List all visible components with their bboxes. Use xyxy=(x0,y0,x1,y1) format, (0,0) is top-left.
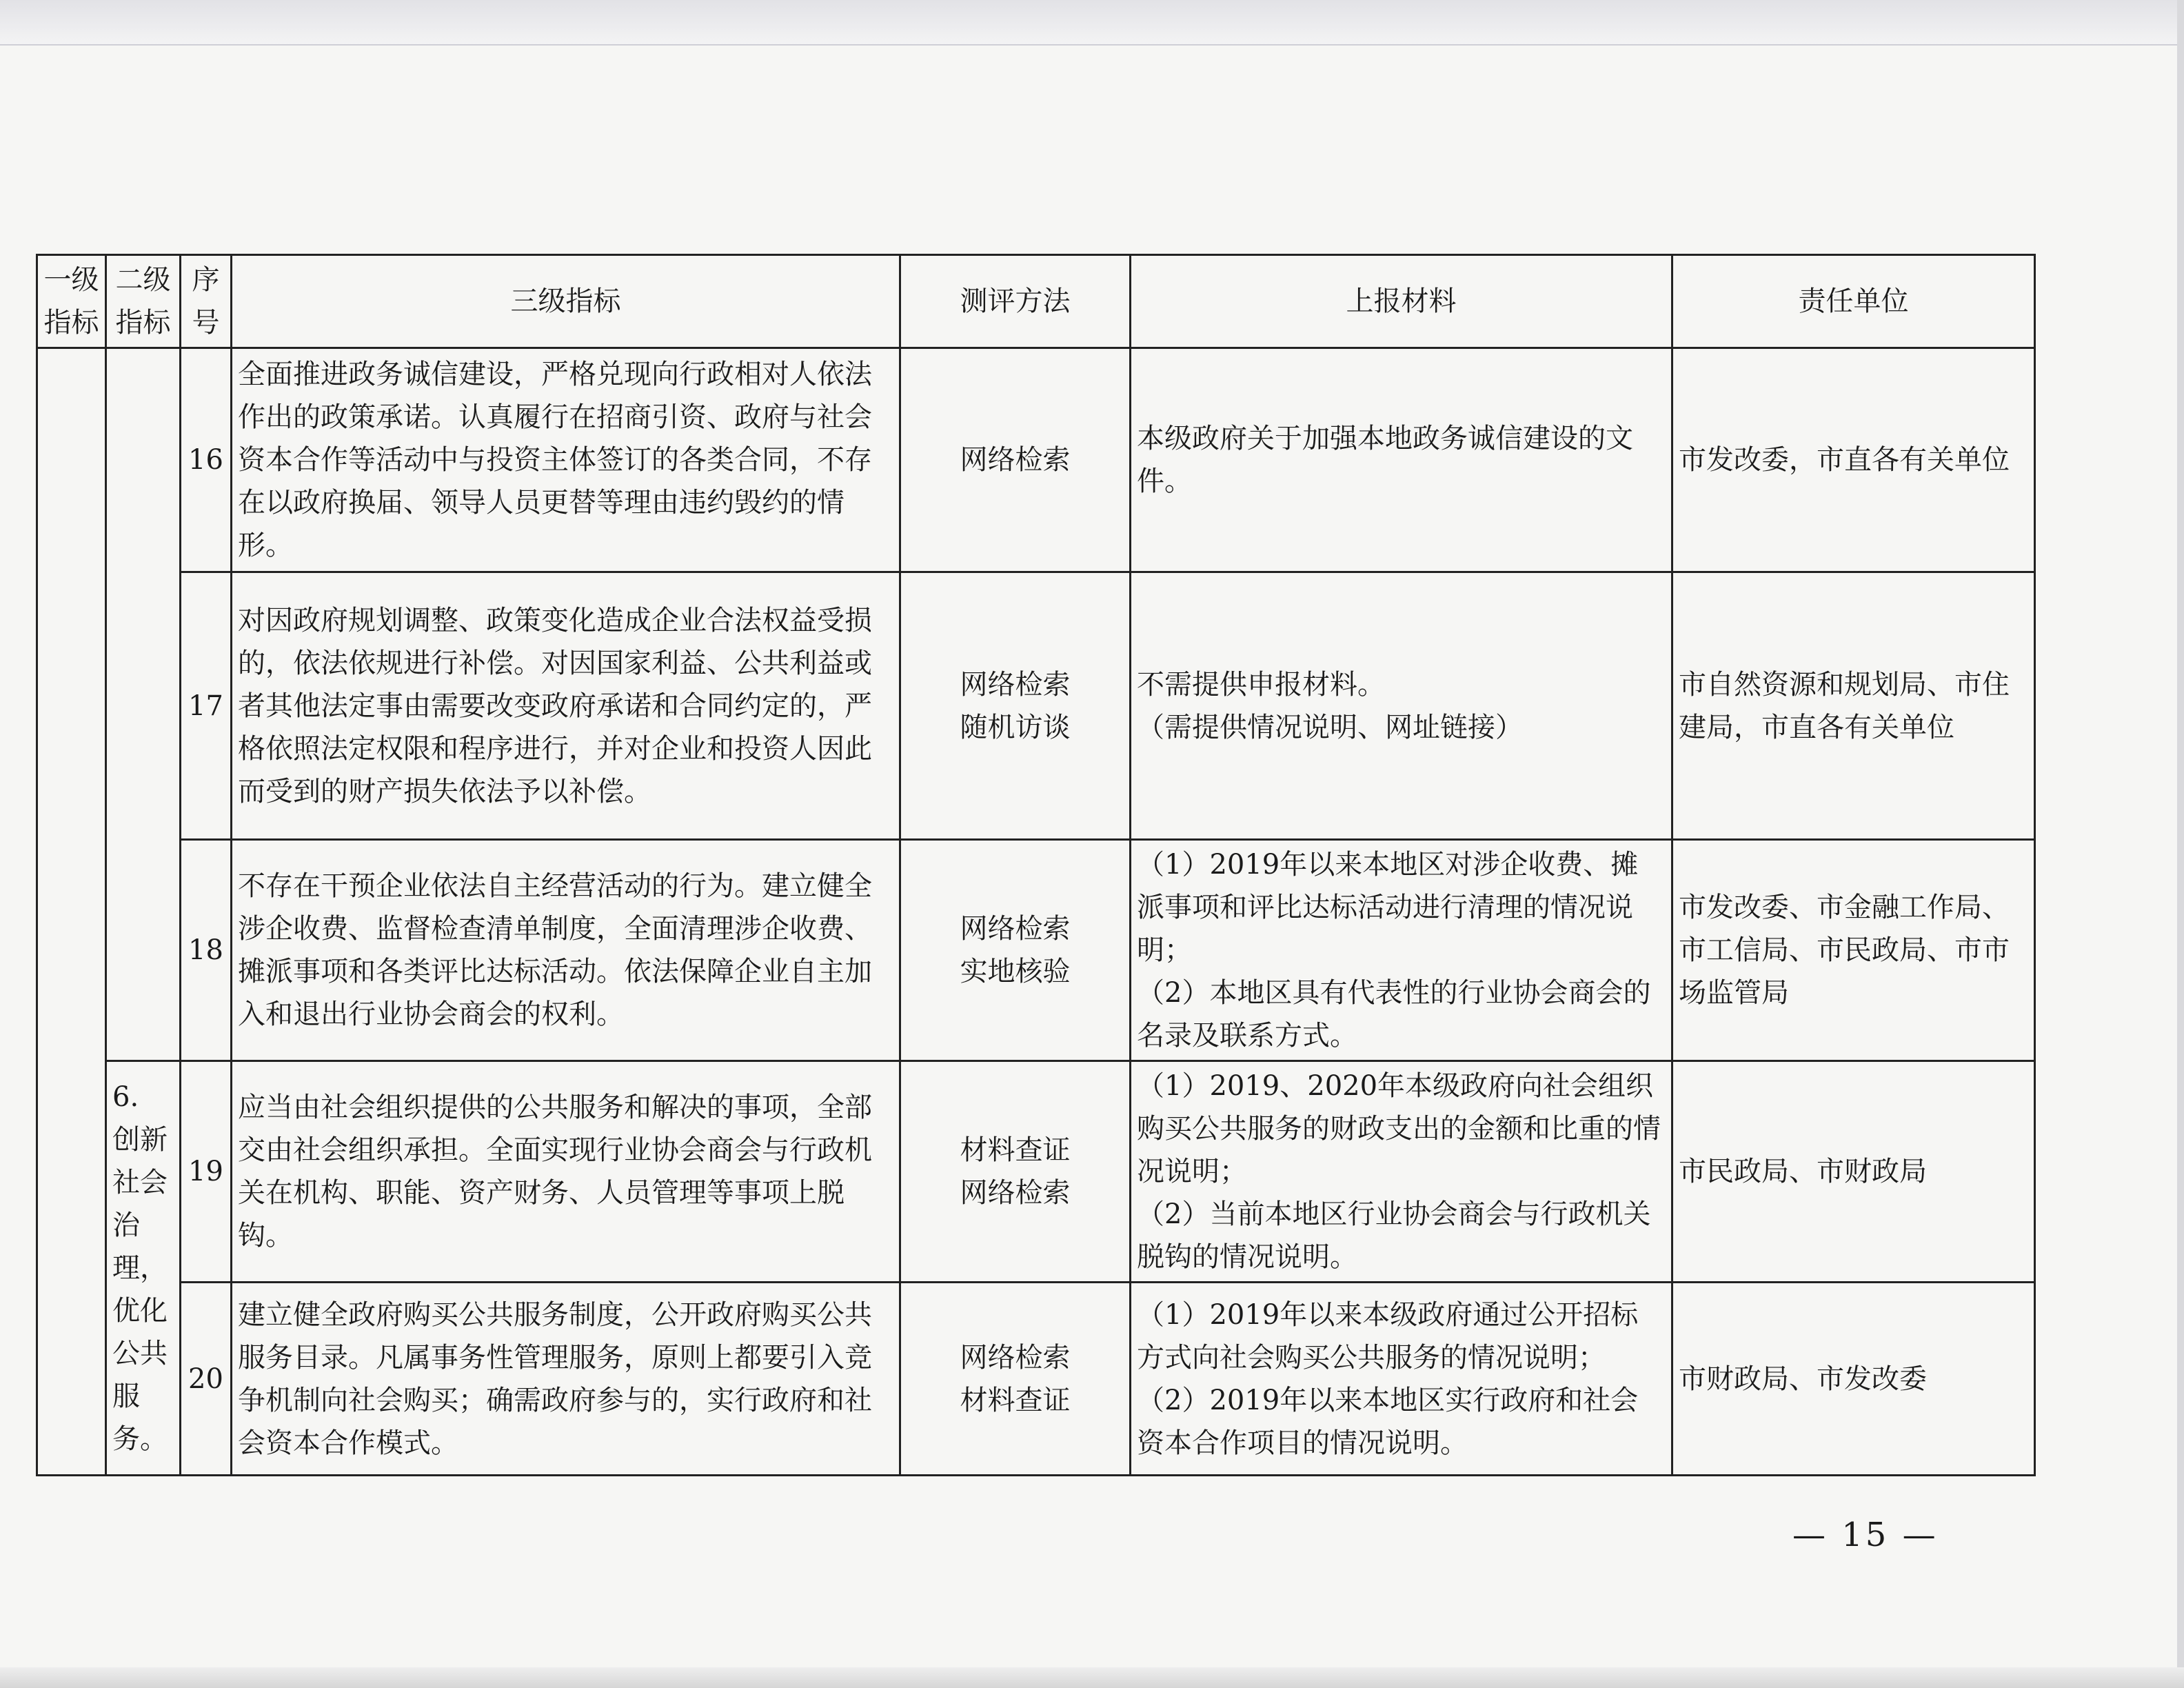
method-cell: 网络检索 随机访谈 xyxy=(900,572,1131,840)
level1-cell xyxy=(37,348,106,1476)
indicator-table xyxy=(36,254,2036,1476)
materials-cell: （1）2019年以来本地区对涉企收费、摊派事项和评比达标活动进行清理的情况说明； （2）本地区具有代表性的行业协会商会的名录及联系方式。 xyxy=(1131,840,1672,1061)
table-row xyxy=(37,840,2035,1061)
responsible-cell: 市发改委，市直各有关单位 xyxy=(1672,348,2035,572)
page-right-edge xyxy=(2177,0,2184,1688)
responsible-cell: 市自然资源和规划局、市住建局，市直各有关单位 xyxy=(1672,572,2035,840)
level2-cell: 6. 创新社会治理，优化公共服务。 xyxy=(106,1061,181,1476)
materials-cell: （1）2019年以来本级政府通过公开招标方式向社会购买公共服务的情况说明； （2）2019年以来本地区实行政府和社会资本合作项目的情况说明。 xyxy=(1131,1283,1672,1476)
seq-cell: 20 xyxy=(181,1283,232,1476)
header-materials: 上报材料 xyxy=(1131,255,1672,348)
seq-cell: 16 xyxy=(181,348,232,572)
page-bottom-edge xyxy=(0,1667,2184,1688)
materials-cell: （1）2019、2020年本级政府向社会组织购买公共服务的财政支出的金额和比重的情况说明； （2）当前本地区行业协会商会与行政机关脱钩的情况说明。 xyxy=(1131,1061,1672,1283)
header-responsible: 责任单位 xyxy=(1672,255,2035,348)
method-cell: 网络检索 xyxy=(900,348,1131,572)
header-row xyxy=(37,255,2035,348)
seq-cell: 17 xyxy=(181,572,232,840)
header-level2: 二级指标 xyxy=(106,255,181,348)
method-cell: 材料查证 网络检索 xyxy=(900,1061,1131,1283)
method-cell: 网络检索 材料查证 xyxy=(900,1283,1131,1476)
method-cell: 网络检索 实地核验 xyxy=(900,840,1131,1061)
header-method: 测评方法 xyxy=(900,255,1131,348)
seq-cell: 18 xyxy=(181,840,232,1061)
table-row xyxy=(37,572,2035,840)
responsible-cell: 市财政局、市发改委 xyxy=(1672,1283,2035,1476)
header-level1: 一级指标 xyxy=(37,255,106,348)
responsible-cell: 市发改委、市金融工作局、市工信局、市民政局、市市场监管局 xyxy=(1672,840,2035,1061)
seq-cell: 19 xyxy=(181,1061,232,1283)
header-seq: 序号 xyxy=(181,255,232,348)
materials-cell: 本级政府关于加强本地政务诚信建设的文件。 xyxy=(1131,348,1672,572)
level3-cell: 不存在干预企业依法自主经营活动的行为。建立健全涉企收费、监督检查清单制度，全面清理涉企收费、摊派事项和各类评比达标活动。依法保障企业自主加入和退出行业协会商会的权利。 xyxy=(232,840,900,1061)
header-level3: 三级指标 xyxy=(232,255,900,348)
table-row xyxy=(37,1061,2035,1283)
level3-cell: 全面推进政务诚信建设，严格兑现向行政相对人依法作出的政策承诺。认真履行在招商引资、政府与社会资本合作等活动中与投资主体签订的各类合同，不存在以政府换届、领导人员更替等理由违约毁约的情形。 xyxy=(232,348,900,572)
table-row xyxy=(37,1283,2035,1476)
page-top-edge xyxy=(0,0,2184,46)
level3-cell: 对因政府规划调整、政策变化造成企业合法权益受损的，依法依规进行补偿。对因国家利益、公共利益或者其他法定事由需要改变政府承诺和合同约定的，严格依照法定权限和程序进行，并对企业和投资人因此而受到的财产损失依法予以补偿。 xyxy=(232,572,900,840)
materials-cell: 不需提供申报材料。 （需提供情况说明、网址链接） xyxy=(1131,572,1672,840)
level3-cell: 建立健全政府购买公共服务制度，公开政府购买公共服务目录。凡属事务性管理服务，原则上都要引入竞争机制向社会购买；确需政府参与的，实行政府和社会资本合作模式。 xyxy=(232,1283,900,1476)
responsible-cell: 市民政局、市财政局 xyxy=(1672,1061,2035,1283)
level2-cell-continued xyxy=(106,348,181,1061)
table-row xyxy=(37,348,2035,572)
level3-cell: 应当由社会组织提供的公共服务和解决的事项，全部交由社会组织承担。全面实现行业协会商会与行政机关在机构、职能、资产财务、人员管理等事项上脱钩。 xyxy=(232,1061,900,1283)
page-number: — 15 — xyxy=(1792,1516,1939,1554)
